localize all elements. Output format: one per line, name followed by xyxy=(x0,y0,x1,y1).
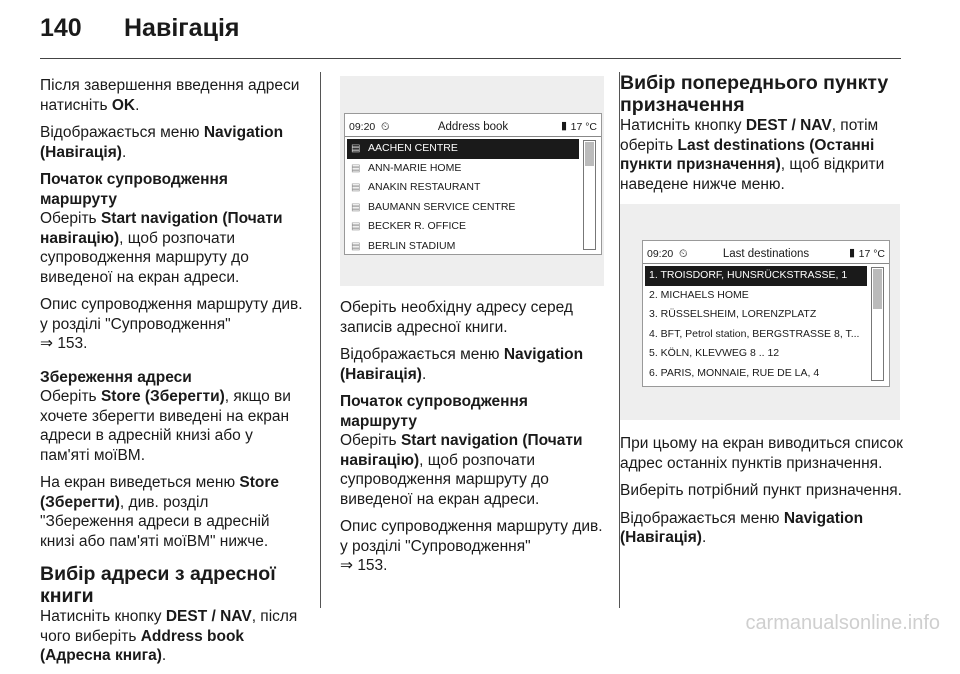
header-rule xyxy=(40,58,901,59)
contact-card-icon: ▤ xyxy=(351,182,361,193)
list-shown-paragraph: При цьому на екран виводиться список адрес останніх пунктів призначення. xyxy=(620,435,903,472)
cross-reference-icon: ⇒ xyxy=(340,557,353,574)
store-paragraph: Оберіть Store (Зберегти), якщо ви хочете зберегти виведені на екран адреси в адресній книзі або у пам'яті моїВМ. xyxy=(40,388,291,464)
display-header xyxy=(643,241,889,264)
start-guidance-heading: Початок супроводження маршруту xyxy=(40,171,228,208)
last-destinations-screenshot xyxy=(620,204,900,420)
list-item[interactable] xyxy=(347,217,579,237)
last-destinations-display xyxy=(642,240,890,387)
store-menu-paragraph: На екран виведеться меню Store (Зберегти), див. розділ "Збереження адреси в адресній книзі або пам'яті моїВМ" нижче. xyxy=(40,474,280,550)
menu-paragraph-2: Відображається меню Navigation (Навігація). xyxy=(340,346,584,383)
start-guidance-paragraph: Оберіть Start navigation (Почати навігацію), щоб розпочати супроводження маршруту до виведеної на екран адреси. xyxy=(40,210,283,286)
display-title: Last destinations xyxy=(722,248,810,260)
column-divider-1 xyxy=(320,72,321,608)
list-item[interactable] xyxy=(645,266,867,286)
address-book-list xyxy=(347,139,579,256)
clock-icon: ⏲ xyxy=(679,248,688,260)
address-book-paragraph: Натисніть кнопку DEST / NAV, після чого виберіть Address book (Адресна книга). xyxy=(40,608,298,664)
store-address-heading: Збереження адреси xyxy=(40,368,192,386)
list-item-label: ANAKIN RESTAURANT xyxy=(368,181,481,193)
list-item-label: 1. TROISDORF, HUNSRÜCKSTRASSE, 1 xyxy=(649,269,848,281)
page-title: Навігація xyxy=(124,14,240,42)
display-title: Address book xyxy=(437,121,509,133)
list-item-label: 5. KÖLN, KLEVWEG 8 .. 12 xyxy=(649,347,780,359)
guidance-description: Опис супроводження маршруту див. у розділі "Супроводження" ⇒ 153. xyxy=(40,296,303,352)
column-2 xyxy=(340,76,608,584)
page-reference: 153. xyxy=(57,335,88,352)
start-guidance-paragraph-2: Оберіть Start navigation (Почати навігацію), щоб розпочати супроводження маршруту до виведеної на екран адреси. xyxy=(340,432,583,508)
contact-card-icon: ▤ xyxy=(351,221,361,232)
guidance-description-2: Опис супроводження маршруту див. у розділі "Супроводження" ⇒ 153. xyxy=(340,518,603,574)
list-item-label: 2. MICHAELS HOME xyxy=(649,288,749,301)
list-item[interactable] xyxy=(347,198,579,218)
address-book-display xyxy=(344,113,602,255)
phone-icon: ▮ xyxy=(560,120,567,132)
list-item-label: BERLIN STADIUM xyxy=(368,239,456,252)
list-item[interactable] xyxy=(347,237,579,257)
phone-icon: ▮ xyxy=(848,247,855,259)
scrollbar-thumb xyxy=(585,142,594,166)
scrollbar-thumb xyxy=(873,269,882,309)
list-item[interactable] xyxy=(645,364,867,384)
last-destinations-intro: Натисніть кнопку DEST / NAV, потім оберіть Last destinations (Останні пункти призначення), щоб відкрити наведене нижче меню. xyxy=(620,117,885,193)
list-item-label: ANN-MARIE HOME xyxy=(368,161,462,174)
page-header xyxy=(40,14,920,54)
contact-card-icon: ▤ xyxy=(351,162,361,174)
list-item[interactable] xyxy=(645,344,867,364)
contact-card-icon: ▤ xyxy=(351,240,361,252)
menu-paragraph-3: Відображається меню Navigation (Навігація). xyxy=(620,509,864,546)
list-item-label: 6. PARIS, MONNAIE, RUE DE LA, 4 xyxy=(649,366,820,379)
display-temperature: 17 °C xyxy=(858,248,885,260)
address-book-screenshot xyxy=(340,76,604,286)
contact-card-icon: ▤ xyxy=(351,143,361,154)
page-reference-2: 153. xyxy=(357,557,388,574)
list-item[interactable] xyxy=(645,286,867,306)
last-destinations-list xyxy=(645,266,867,383)
list-item-label: BECKER R. OFFICE xyxy=(368,220,467,232)
address-book-heading: Вибір адреси з адресної книги xyxy=(40,563,276,607)
column-1 xyxy=(40,76,306,674)
list-item-label: 4. BFT, Petrol station, BERGSTRASSE 8, T... xyxy=(649,327,860,340)
list-item[interactable] xyxy=(347,159,579,179)
intro-paragraph: Після завершення введення адреси натисніть OK. xyxy=(40,77,300,114)
column-3 xyxy=(620,72,908,556)
contact-card-icon: ▤ xyxy=(351,201,361,213)
list-item[interactable] xyxy=(347,139,579,159)
list-item[interactable] xyxy=(645,305,867,325)
clock-icon: ⏲ xyxy=(381,121,390,133)
choose-destination-paragraph: Виберіть потрібний пункт призначення. xyxy=(620,482,902,499)
display-time: 09:20 xyxy=(647,248,674,260)
list-item[interactable] xyxy=(645,325,867,345)
cross-reference-icon: ⇒ xyxy=(40,335,53,352)
list-item-label: 3. RÜSSELSHEIM, LORENZPLATZ xyxy=(649,308,817,320)
list-item-label: AACHEN CENTRE xyxy=(368,142,458,154)
display-time: 09:20 xyxy=(349,121,376,133)
list-item[interactable] xyxy=(347,178,579,198)
page-number: 140 xyxy=(40,14,82,42)
display-temperature: 17 °C xyxy=(570,121,597,133)
display-header xyxy=(345,114,601,137)
last-destinations-heading: Вибір попереднього пункту призначення xyxy=(620,72,889,116)
menu-paragraph: Відображається меню Navigation (Навігація). xyxy=(40,124,284,161)
select-address-paragraph: Оберіть необхідну адресу серед записів адресної книги. xyxy=(340,299,573,336)
display-scrollbar xyxy=(583,140,596,250)
watermark: carmanualsonline.info xyxy=(745,612,940,634)
list-item-label: BAUMANN SERVICE CENTRE xyxy=(368,200,516,213)
start-guidance-heading-2: Початок супроводження маршруту xyxy=(340,393,528,430)
display-scrollbar xyxy=(871,267,884,381)
